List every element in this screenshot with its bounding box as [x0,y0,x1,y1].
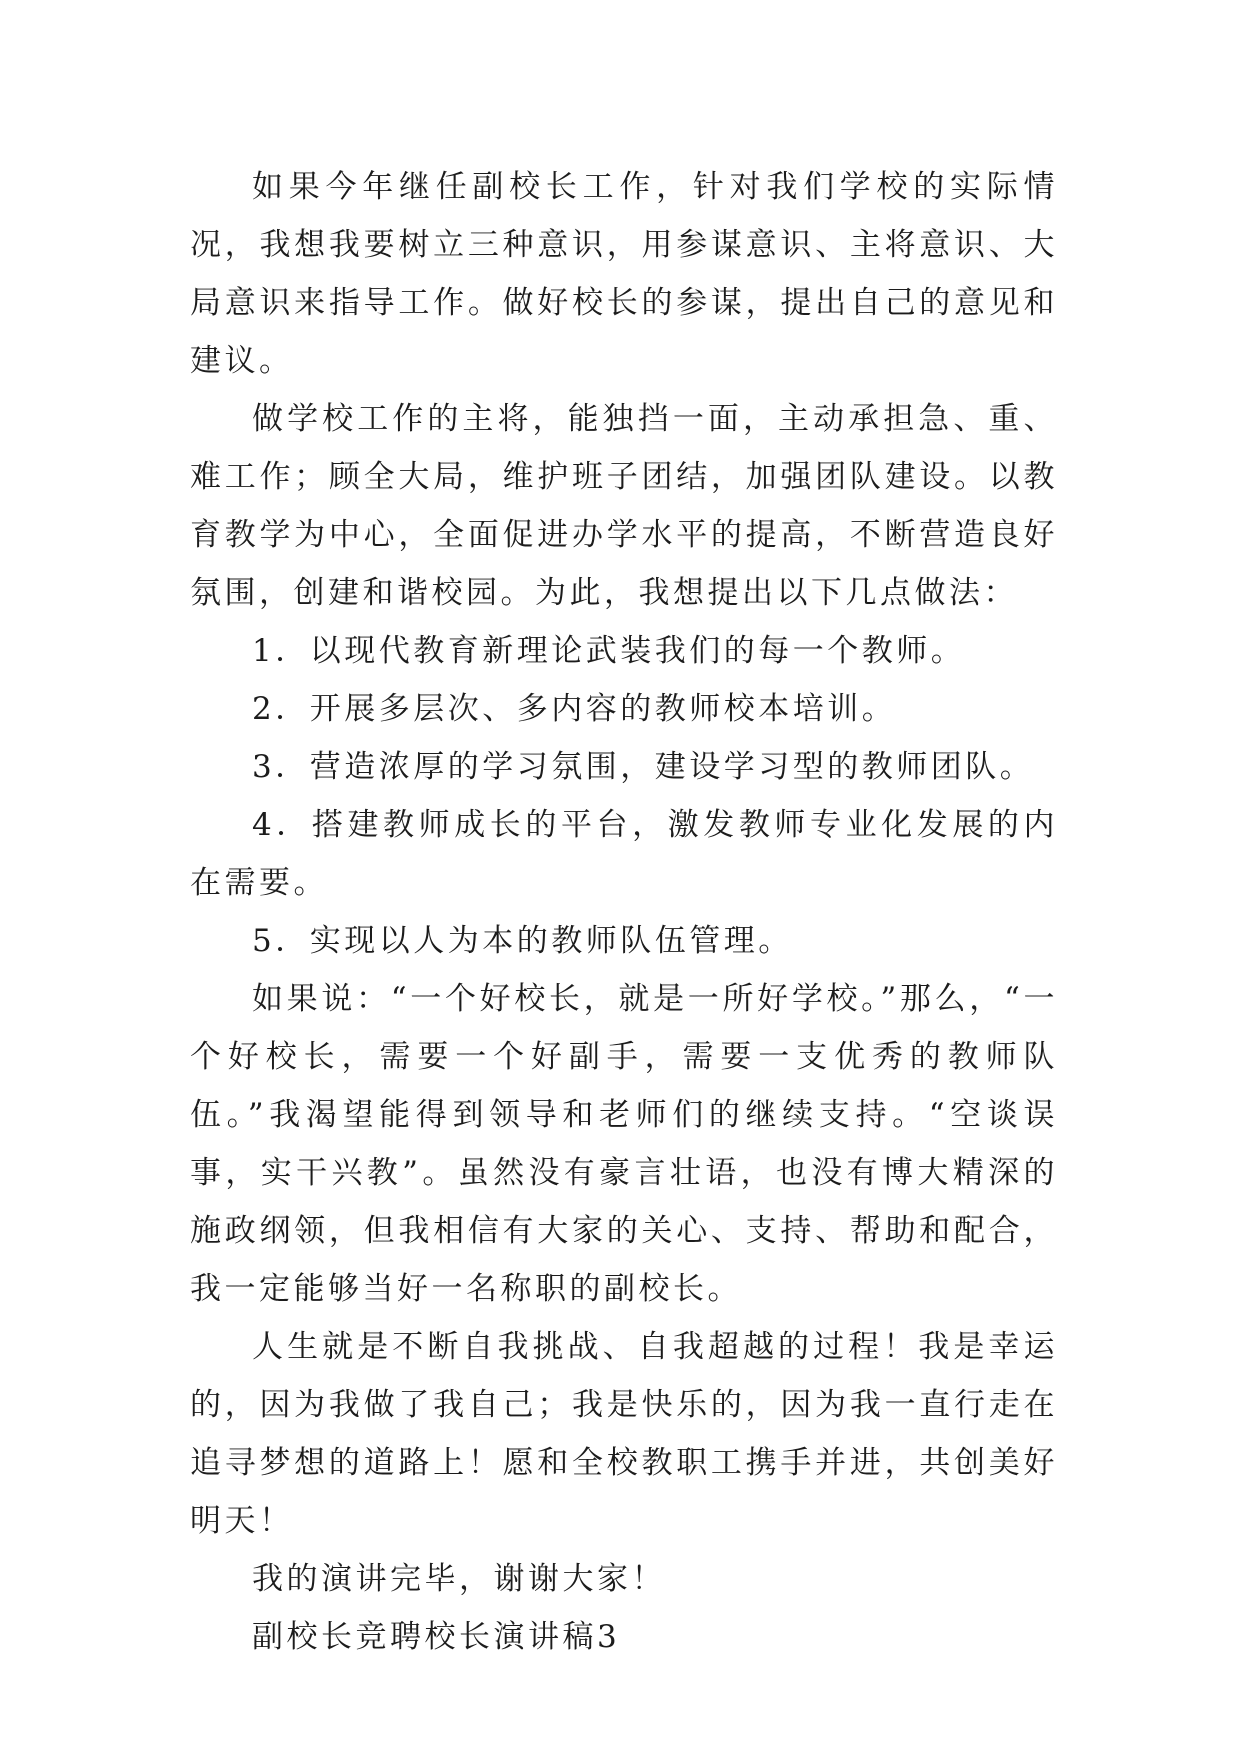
section-heading-speech-3: 副校长竞聘校长演讲稿3 [252,1619,621,1655]
paragraph-life-challenge: 人生就是不断自我挑战、自我超越的过程！我是幸运的，因为我做了我自己；我是快乐的，因为我一直行走在追寻梦想的道路上！愿和全校教职工携手并进，共创美好明天！ [190,1329,1058,1539]
paragraph-work-principles: 做学校工作的主将，能独挡一面，主动承担急、重、难工作；顾全大局，维护班子团结，加强团队建设。以教育教学为中心，全面促进办学水平的提高，不断营造良好氛围，创建和谐校园。为此，我想提出以下几点做法： [190,401,1058,611]
list-item-5: 5．实现以人为本的教师队伍管理。 [252,923,793,959]
paragraph-good-principal-quote: 如果说：“一个好校长，就是一所好学校。”那么，“一个好校长，需要一个好副手，需要一支优秀的教师队伍。”我渴望能得到领导和老师们的继续支持。“空谈误事，实干兴教”。虽然没有豪言壮语，也没有博大精深的施政纲领，但我相信有大家的关心、支持、帮助和配合，我一定能够当好一名称职的副校长。 [190,981,1058,1307]
list-item-4: 4．搭建教师成长的平台，激发教师专业化发展的内在需要。 [190,807,1058,901]
list-item-2: 2．开展多层次、多内容的教师校本培训。 [252,691,897,727]
document-body [190,158,1058,1666]
list-item-1: 1．以现代教育新理论武装我们的每一个教师。 [252,633,966,669]
paragraph-deputy-principal-intro: 如果今年继任副校长工作，针对我们学校的实际情况，我想我要树立三种意识，用参谋意识、主将意识、大局意识来指导工作。做好校长的参谋，提出自己的意见和建议。 [190,169,1058,379]
list-item-3: 3．营造浓厚的学习氛围，建设学习型的教师团队。 [252,749,1035,785]
paragraph-closing-thanks: 我的演讲完毕，谢谢大家！ [252,1561,666,1597]
